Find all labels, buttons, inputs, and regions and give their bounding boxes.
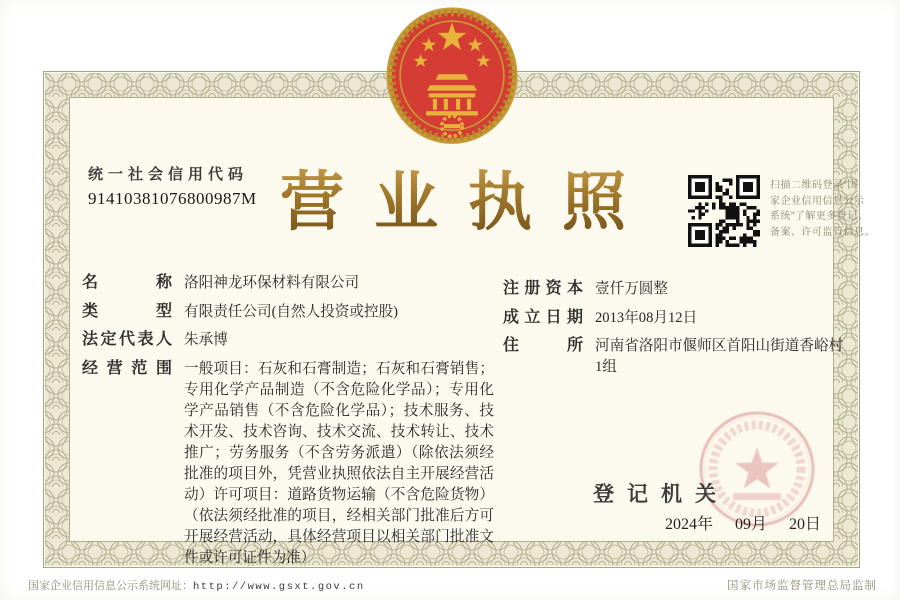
credit-code-value: 91410381076800987M bbox=[88, 189, 257, 208]
field-value: 河南省洛阳市偃师区首阳山街道香峪村1组 bbox=[595, 338, 844, 375]
field-label: 名称 bbox=[82, 274, 172, 291]
field-row-address bbox=[503, 336, 847, 378]
footer-public-system bbox=[28, 576, 365, 594]
field-label: 注册资本 bbox=[503, 280, 583, 297]
field-row-type bbox=[82, 302, 398, 323]
credit-code-block bbox=[88, 163, 257, 209]
field-row-established-date bbox=[503, 308, 697, 329]
issue-date bbox=[665, 511, 821, 534]
footer-site-label: 国家企业信用信息公示系统网址： bbox=[28, 580, 193, 592]
license-title: 营业执照 bbox=[280, 151, 656, 243]
field-value: 洛阳神龙环保材料有限公司 bbox=[184, 275, 360, 291]
field-row-business-scope bbox=[82, 359, 494, 569]
footer-site-url: http://www.gsxt.gov.cn bbox=[193, 581, 365, 593]
footer-printed-by: 国家市场监督管理总局监制 bbox=[727, 580, 877, 592]
field-row-name bbox=[82, 273, 359, 294]
qr-caption-line: 系统”了解更多登记、 bbox=[770, 211, 869, 222]
issue-date-month: 09月 bbox=[735, 516, 768, 533]
credit-code-label: 统一社会信用代码 bbox=[88, 166, 249, 183]
field-value: 壹仟万圆整 bbox=[595, 281, 668, 297]
field-label: 类型 bbox=[82, 303, 172, 320]
issue-date-day: 20日 bbox=[789, 516, 822, 533]
field-value: 2013年08月12日 bbox=[595, 310, 698, 326]
field-row-registered-capital bbox=[503, 279, 668, 300]
issue-date-year: 2024年 bbox=[665, 516, 714, 533]
field-label: 成立日期 bbox=[503, 309, 583, 326]
field-value: 朱承博 bbox=[184, 332, 228, 348]
qr-caption-line: 扫描二维码登录“国 bbox=[770, 180, 858, 191]
national-emblem bbox=[383, 6, 521, 148]
registry-authority-label: 登记机关 bbox=[593, 483, 729, 506]
field-row-legal-rep bbox=[82, 330, 228, 351]
qr-caption bbox=[770, 178, 898, 240]
qr-caption-line: 家企业信用信息公示 bbox=[770, 195, 865, 207]
qr-caption-line: 备案、许可监管信息。 bbox=[770, 226, 875, 238]
field-value: 有限责任公司(自然人投资或控股) bbox=[184, 304, 399, 320]
field-label: 法定代表人 bbox=[82, 331, 172, 348]
qr-code bbox=[688, 175, 760, 247]
field-value: 一般项目：石灰和石膏制造；石灰和石膏销售；专用化学产品制造（不含危险化学品）；专用化学产品销售（不含危险化学品）；技术服务、技术开发、技术咨询、技术交流、技术转让、技术推广；劳务服务（不含劳务派遣）（除依法须经批准的项目外，凭营业执照依法自主开展经营活动）许可项目：道路货物运输（不含危险货物）（依法须经批准的项目，经相关部门批准后方可开展经营活动，具体经营项目以相关部门批准文件或许可证件为准） bbox=[184, 361, 494, 566]
field-label: 经营范围 bbox=[82, 360, 172, 377]
field-label: 住所 bbox=[503, 337, 583, 354]
